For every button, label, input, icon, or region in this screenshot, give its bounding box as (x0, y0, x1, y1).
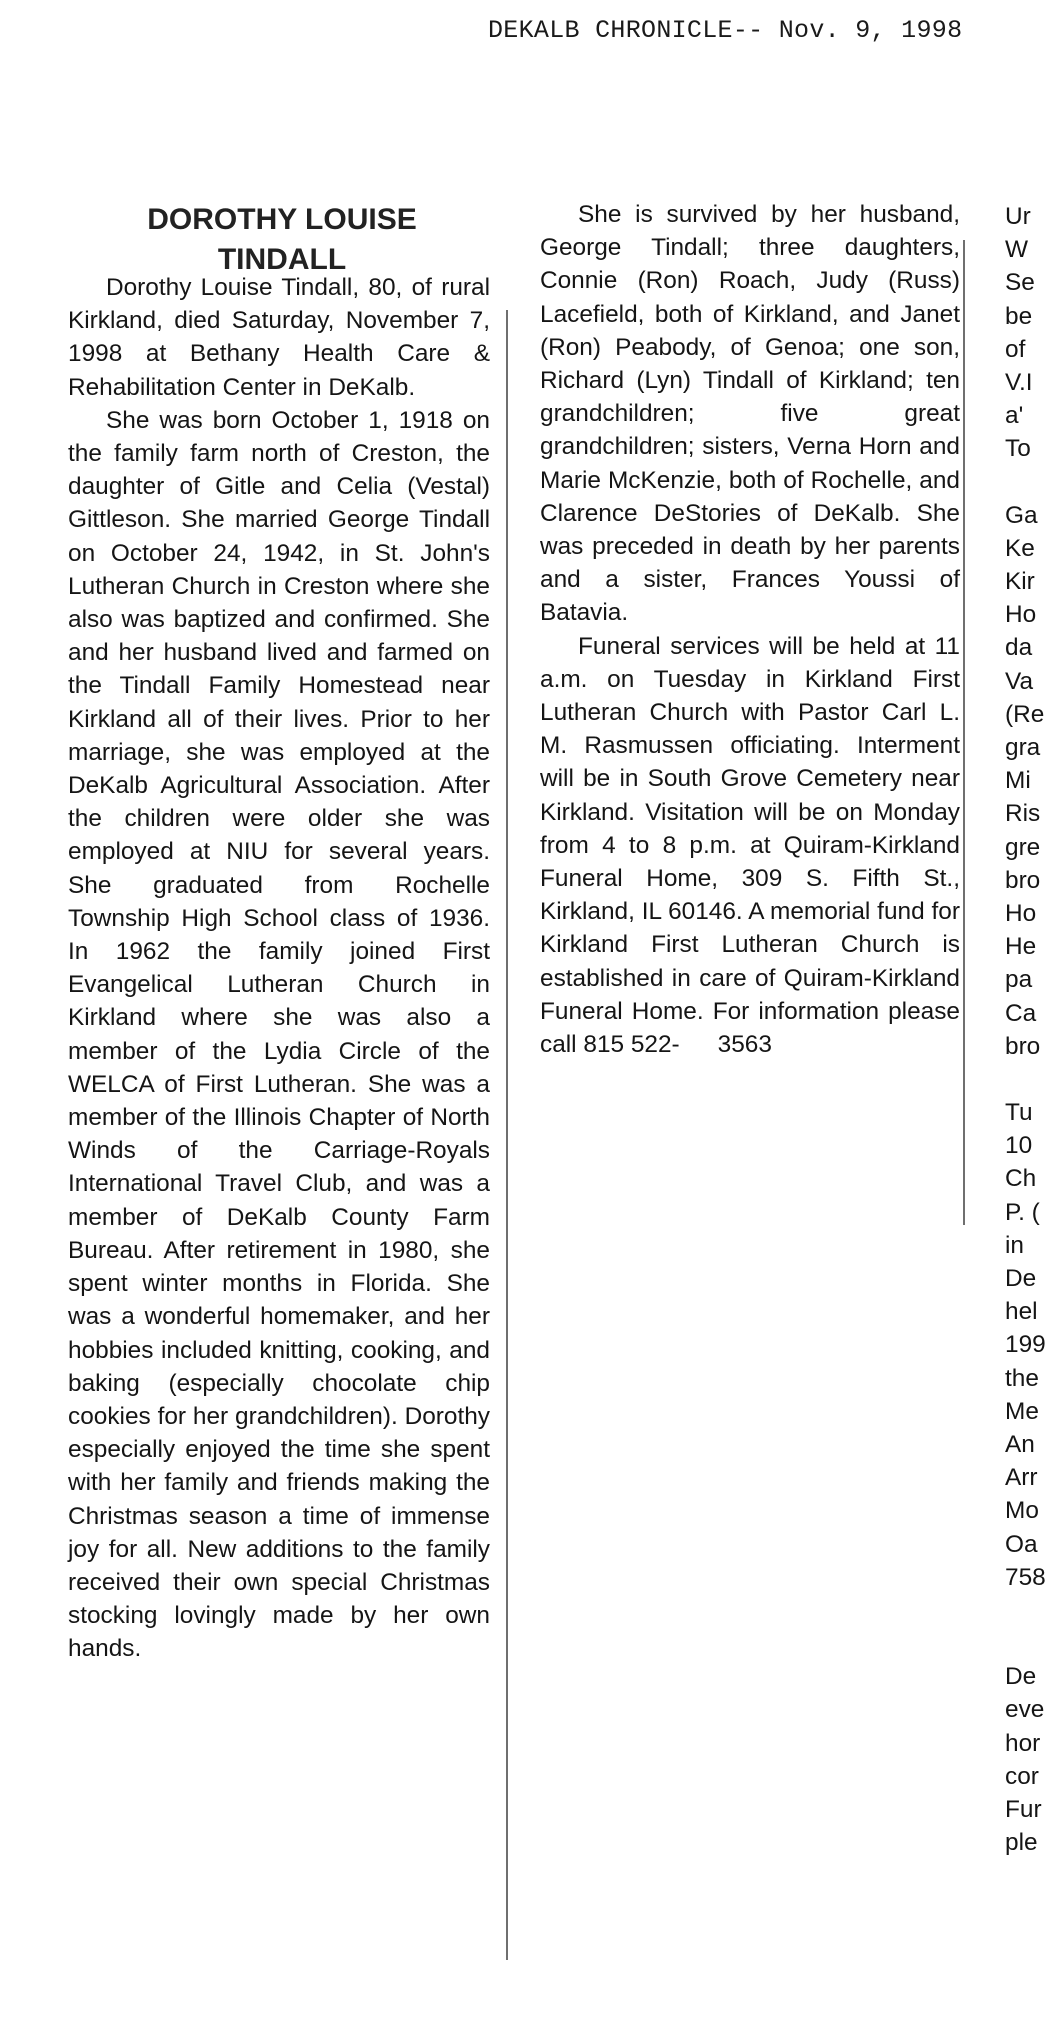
fragment-line: Ho (1005, 601, 1037, 629)
fragment-line: P. ( (1005, 1198, 1040, 1226)
fragment-line: the (1005, 1364, 1039, 1392)
fragment-line: hel (1005, 1298, 1038, 1326)
fragment-line: Ur (1005, 203, 1031, 230)
fragment-line: gre (1005, 833, 1041, 861)
newspaper-header: DEKALB CHRONICLE-- Nov. 9, 1998 (488, 16, 963, 45)
fragment-line: cor (1005, 1762, 1039, 1790)
fragment-line: Oa (1005, 1530, 1038, 1558)
adjacent-column-fragment (1005, 200, 1045, 1859)
fragment-line: De (1005, 1265, 1037, 1292)
fragment-line: da (1005, 634, 1033, 662)
fragment-line: 199 (1005, 1331, 1046, 1359)
fragment-line: a' (1005, 402, 1024, 430)
paragraph-survivors: She is survived by her husband, George Tindall; three daughters, Connie (Ron) Roach, Judy (Russ) Lacefield, both of Kirkland, and Janet (Ron) Peabody, of Genoa; one son, Richard (Lyn) Tindall of Kirkland; ten grandchildren; five great grandchildren; sisters, Verna Horn and Marie McKenzie, both of Rochelle, and Clarence DeStories of DeKalb. She was preceded in death by her parents and a sister, Frances Youssi of Batavia. (540, 201, 960, 627)
fragment-line (1005, 466, 1045, 499)
fragment-line: pa (1005, 966, 1033, 994)
fragment-line: He (1005, 933, 1037, 961)
column-divider-2 (963, 240, 965, 1225)
fragment-line (1005, 1063, 1045, 1096)
fragment-line: gra (1005, 734, 1041, 761)
paragraph-biography: She was born October 1, 1918 on the family farm north of Creston, the daughter of Gitle and Celia (Vestal) Gittleson. She married George Tindall on October 24, 1942, in St. John's Lutheran Church in Creston where she also was baptized and confirmed. She and her husband lived and farmed on the Tindall Family Homestead near Kirkland all of their lives. Prior to her marriage, she was employed at the DeKalb Agricultural Association. After the children were older she was employed at NIU for several years. She graduated from Rochelle Township High School class of 1936. In 1962 the family joined First Evangelical Lutheran Church in Kirkland where she was also a member of the Lydia Circle of the WELCA of First Lutheran. She was a member of the Illinois Chapter of North Winds of the Carriage-Royals International Travel Club, and was a member of DeKalb County Farm Bureau. After retirement in 1980, she spent winter months in Florida. She was a wonderful homemaker, and her hobbies included knitting, cooking, and baking (especially chocolate chip cookies for her grandchildren). Dorothy especially enjoyed the time she spent with her family and friends making the Christmas season a time of immense joy for all. New additions to the family received their own special Christmas stocking lovingly made by her own hands. (68, 406, 490, 1663)
fragment-line: Mi (1005, 767, 1031, 795)
fragment-line: De (1005, 1663, 1037, 1691)
fragment-line: Kir (1005, 568, 1035, 596)
fragment-line: Ch (1005, 1165, 1037, 1193)
fragment-line: bro (1005, 866, 1041, 894)
fragment-line: Ke (1005, 534, 1035, 562)
fragment-line: V.I (1005, 368, 1033, 396)
fragment-line: To (1005, 435, 1031, 463)
title-line-1: DOROTHY LOUISE (147, 203, 417, 236)
fragment-line: ple (1005, 1829, 1038, 1857)
fragment-line: Me (1005, 1397, 1039, 1425)
fragment-line: Mo (1005, 1497, 1039, 1525)
services-text: Funeral services will be held at 11 a.m. on Tuesday in Kirkland First Lutheran Church with Pastor Carl L. M. Rasmussen officiating. Interment will be in South Grove Cemetery near Kirkland. Visitation will be on Monday from 4 to 8 p.m. at Quiram-Kirkland Funeral Home, 309 S. Fifth St., Kirkland, IL 60146. A memorial fund for Kirkland First Lutheran Church is established in care of Quiram-Kirkland Funeral Home. For information please call 815 522- (540, 632, 960, 1059)
fragment-line: Ca (1005, 999, 1037, 1027)
fragment-line: bro (1005, 1032, 1041, 1060)
fragment-line: be (1005, 302, 1033, 330)
title-line-2: TINDALL (217, 243, 347, 276)
fragment-line: Va (1005, 667, 1034, 695)
cut-off-phone-digits: 3563 (717, 1031, 772, 1059)
fragment-line: Ho (1005, 899, 1037, 927)
fragment-line: 10 (1005, 1132, 1033, 1160)
fragment-line (1005, 1627, 1045, 1660)
fragment-line: Ga (1005, 501, 1038, 529)
paragraph-services (540, 630, 960, 1062)
fragment-line: Fur (1005, 1796, 1042, 1823)
paragraph-death-notice: Dorothy Louise Tindall, 80, of rural Kirkland, died Saturday, November 7, 1998 at Bethany Health Care & Rehabilitation Center in DeKalb. (68, 274, 490, 401)
fragment-line: Arr (1005, 1464, 1038, 1492)
fragment-line: Se (1005, 269, 1035, 297)
fragment-line: Tu (1005, 1099, 1033, 1127)
fragment-line (1005, 1594, 1045, 1627)
fragment-line: hor (1005, 1729, 1041, 1757)
fragment-line: W (1005, 236, 1029, 264)
fragment-line: eve (1005, 1696, 1045, 1724)
fragment-line: (Re (1005, 700, 1045, 728)
fragment-line: Ris (1005, 800, 1041, 828)
fragment-line: in (1005, 1231, 1024, 1259)
fragment-line: 758 (1005, 1563, 1046, 1591)
fragment-line: An (1005, 1430, 1035, 1458)
article-column-1 (68, 198, 490, 1666)
fragment-line: of (1005, 335, 1026, 363)
column-divider-1 (506, 310, 508, 1960)
article-column-2 (540, 198, 960, 1061)
